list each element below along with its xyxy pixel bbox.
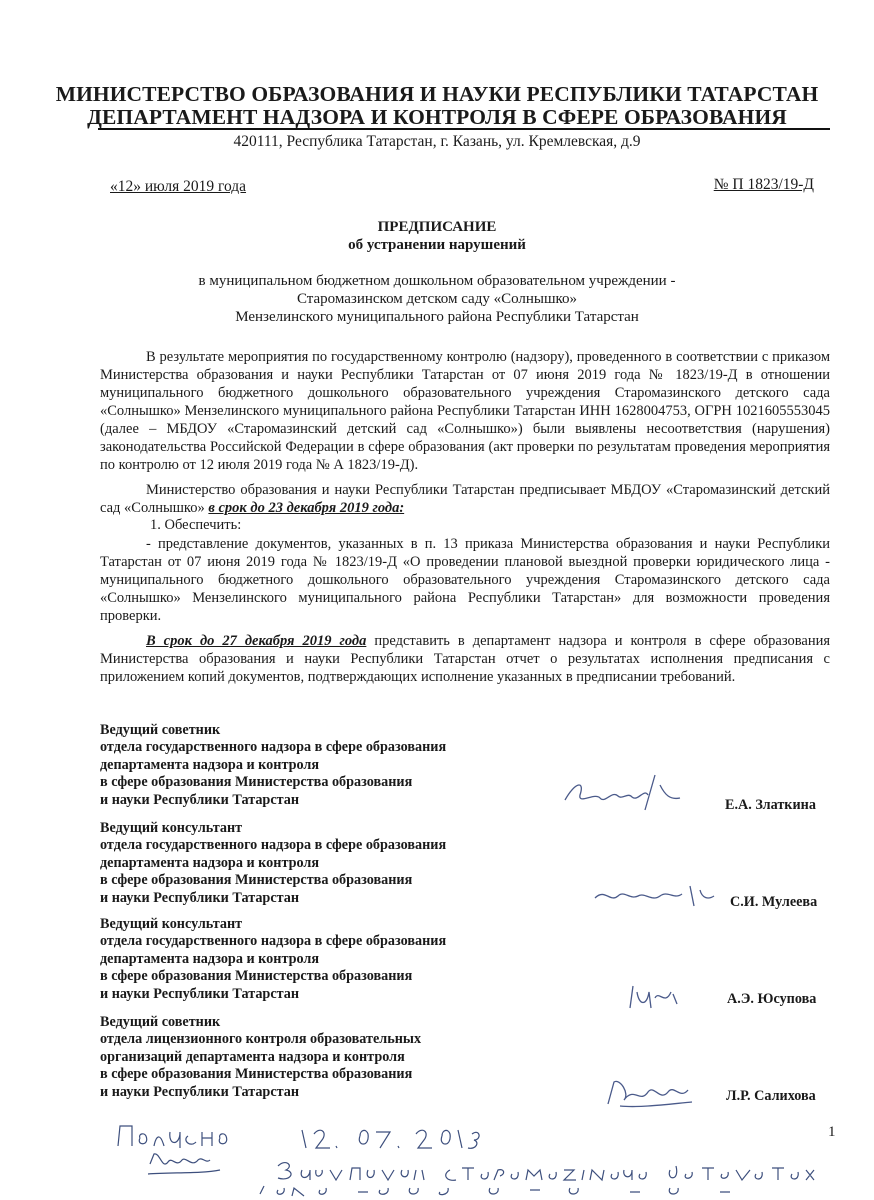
signature-scribble-1 (560, 770, 690, 820)
organization-line-1: в муниципальном бюджетном дошкольном образовательном учреждении - (198, 273, 676, 289)
order-deadline: в срок до 23 декабря 2019 года: (208, 500, 405, 516)
signer-name-1: Е.А. Златкина (725, 797, 816, 813)
ministry-title: МИНИСТЕРСТВО ОБРАЗОВАНИЯ И НАУКИ РЕСПУБЛИКИ ТАТАРСТАН (55, 82, 819, 106)
header-divider (98, 128, 830, 130)
address: 420111, Республика Татарстан, г. Казань, ул. Кремлевская, д.9 (233, 133, 641, 150)
signature-scribble-2 (590, 878, 720, 918)
signature-scribble-3 (625, 980, 685, 1014)
page-number: 1 (828, 1124, 836, 1140)
signature-position-4: Ведущий советник отдела лицензионного контроля образовательных организаций департамента надзора и контроля в сфере образования Министерства образования и науки Республики Татарстан (100, 1014, 422, 1100)
signature-position-3: Ведущий консультант отдела государственного надзора в сфере образования департамента надзора и контроля в сфере образования Министерства образования и науки Республики Татарстан (100, 916, 447, 1002)
document-date: «12» июля 2019 года (110, 178, 247, 195)
paragraph-requirements: - представление документов, указанных в п. 13 приказа Министерства образования и науки Республики Татарстан от 07 июня 2019 года № 1823/19-Д «О проведении плановой выездной проверки юридического лица - муниципального бюджетного дошкольного образовательного учреждения Старомазинского детского сада «Солнышко» Мензелинского муниципального района Республики Татарстан» для возможности проведения проверки. (100, 536, 830, 624)
signature-scribble-4 (600, 1074, 700, 1114)
organization-line-2: Старомазинском детском саду «Солнышко» (296, 291, 578, 307)
signature-position-1: Ведущий советник отдела государственного надзора в сфере образования департамента надзора и контроля в сфере образования Министерства образования и науки Республики Татарстан (100, 722, 447, 808)
item-1: 1. Обеспечить: (150, 517, 242, 533)
document-subtitle: об устранении нарушений (348, 237, 526, 253)
order-text: Министерство образования и науки Республики Татарстан предписывает МБДОУ «Старомазинский детский сад «Солнышко» (100, 482, 830, 516)
paragraph-findings: В результате мероприятия по государственному контролю (надзору), проведенного в соответствии с приказом Министерства образования и науки Республики Татарстан от 07 июня 2019 года № 1823/19-Д в отношении муниципального бюджетного дошкольного образовательного учреждения Старомазинского детского сада «Солнышко» Мензелинского муниципального района Республики Татарстан ИНН 1628004753, ОГРН 1021605553045 (далее – МБДОУ «Старомазинский детский сад «Солнышко») были выявлены несоответствия (нарушения) законодательства Российской Федерации в сфере образования (акт проверки по результатам проведения мероприятия по контролю от 12 июля 2019 года № А 1823/19-Д). (100, 349, 830, 473)
paragraph-report (100, 632, 830, 686)
report-deadline: В срок до 27 декабря 2019 года (146, 633, 367, 649)
signer-name-4: Л.Р. Салихова (726, 1088, 816, 1104)
signature-position-2: Ведущий консультант отдела государственного надзора в сфере образования департамента надзора и контроля в сфере образования Министерства образования и науки Республики Татарстан (100, 820, 447, 906)
department-title: ДЕПАРТАМЕНТ НАДЗОРА И КОНТРОЛЯ В СФЕРЕ ОБРАЗОВАНИЯ (87, 105, 787, 129)
signer-name-3: А.Э. Юсупова (727, 991, 817, 1007)
signer-name-2: С.И. Мулеева (730, 894, 818, 910)
handwritten-receipt-note (110, 1118, 870, 1198)
paragraph-order (100, 481, 830, 517)
document-number: № П 1823/19-Д (713, 176, 814, 193)
organization-line-3: Мензелинского муниципального района Республики Татарстан (235, 309, 639, 325)
document-title: ПРЕДПИСАНИЕ (377, 219, 497, 235)
report-text: представить в департамент надзора и контроля в сфере образования Министерства образования и науки Республики Татарстан отчет о результатах исполнения предписания с приложением копий документов, подтверждающих исполнение указанных в предписании требований. (100, 633, 831, 685)
